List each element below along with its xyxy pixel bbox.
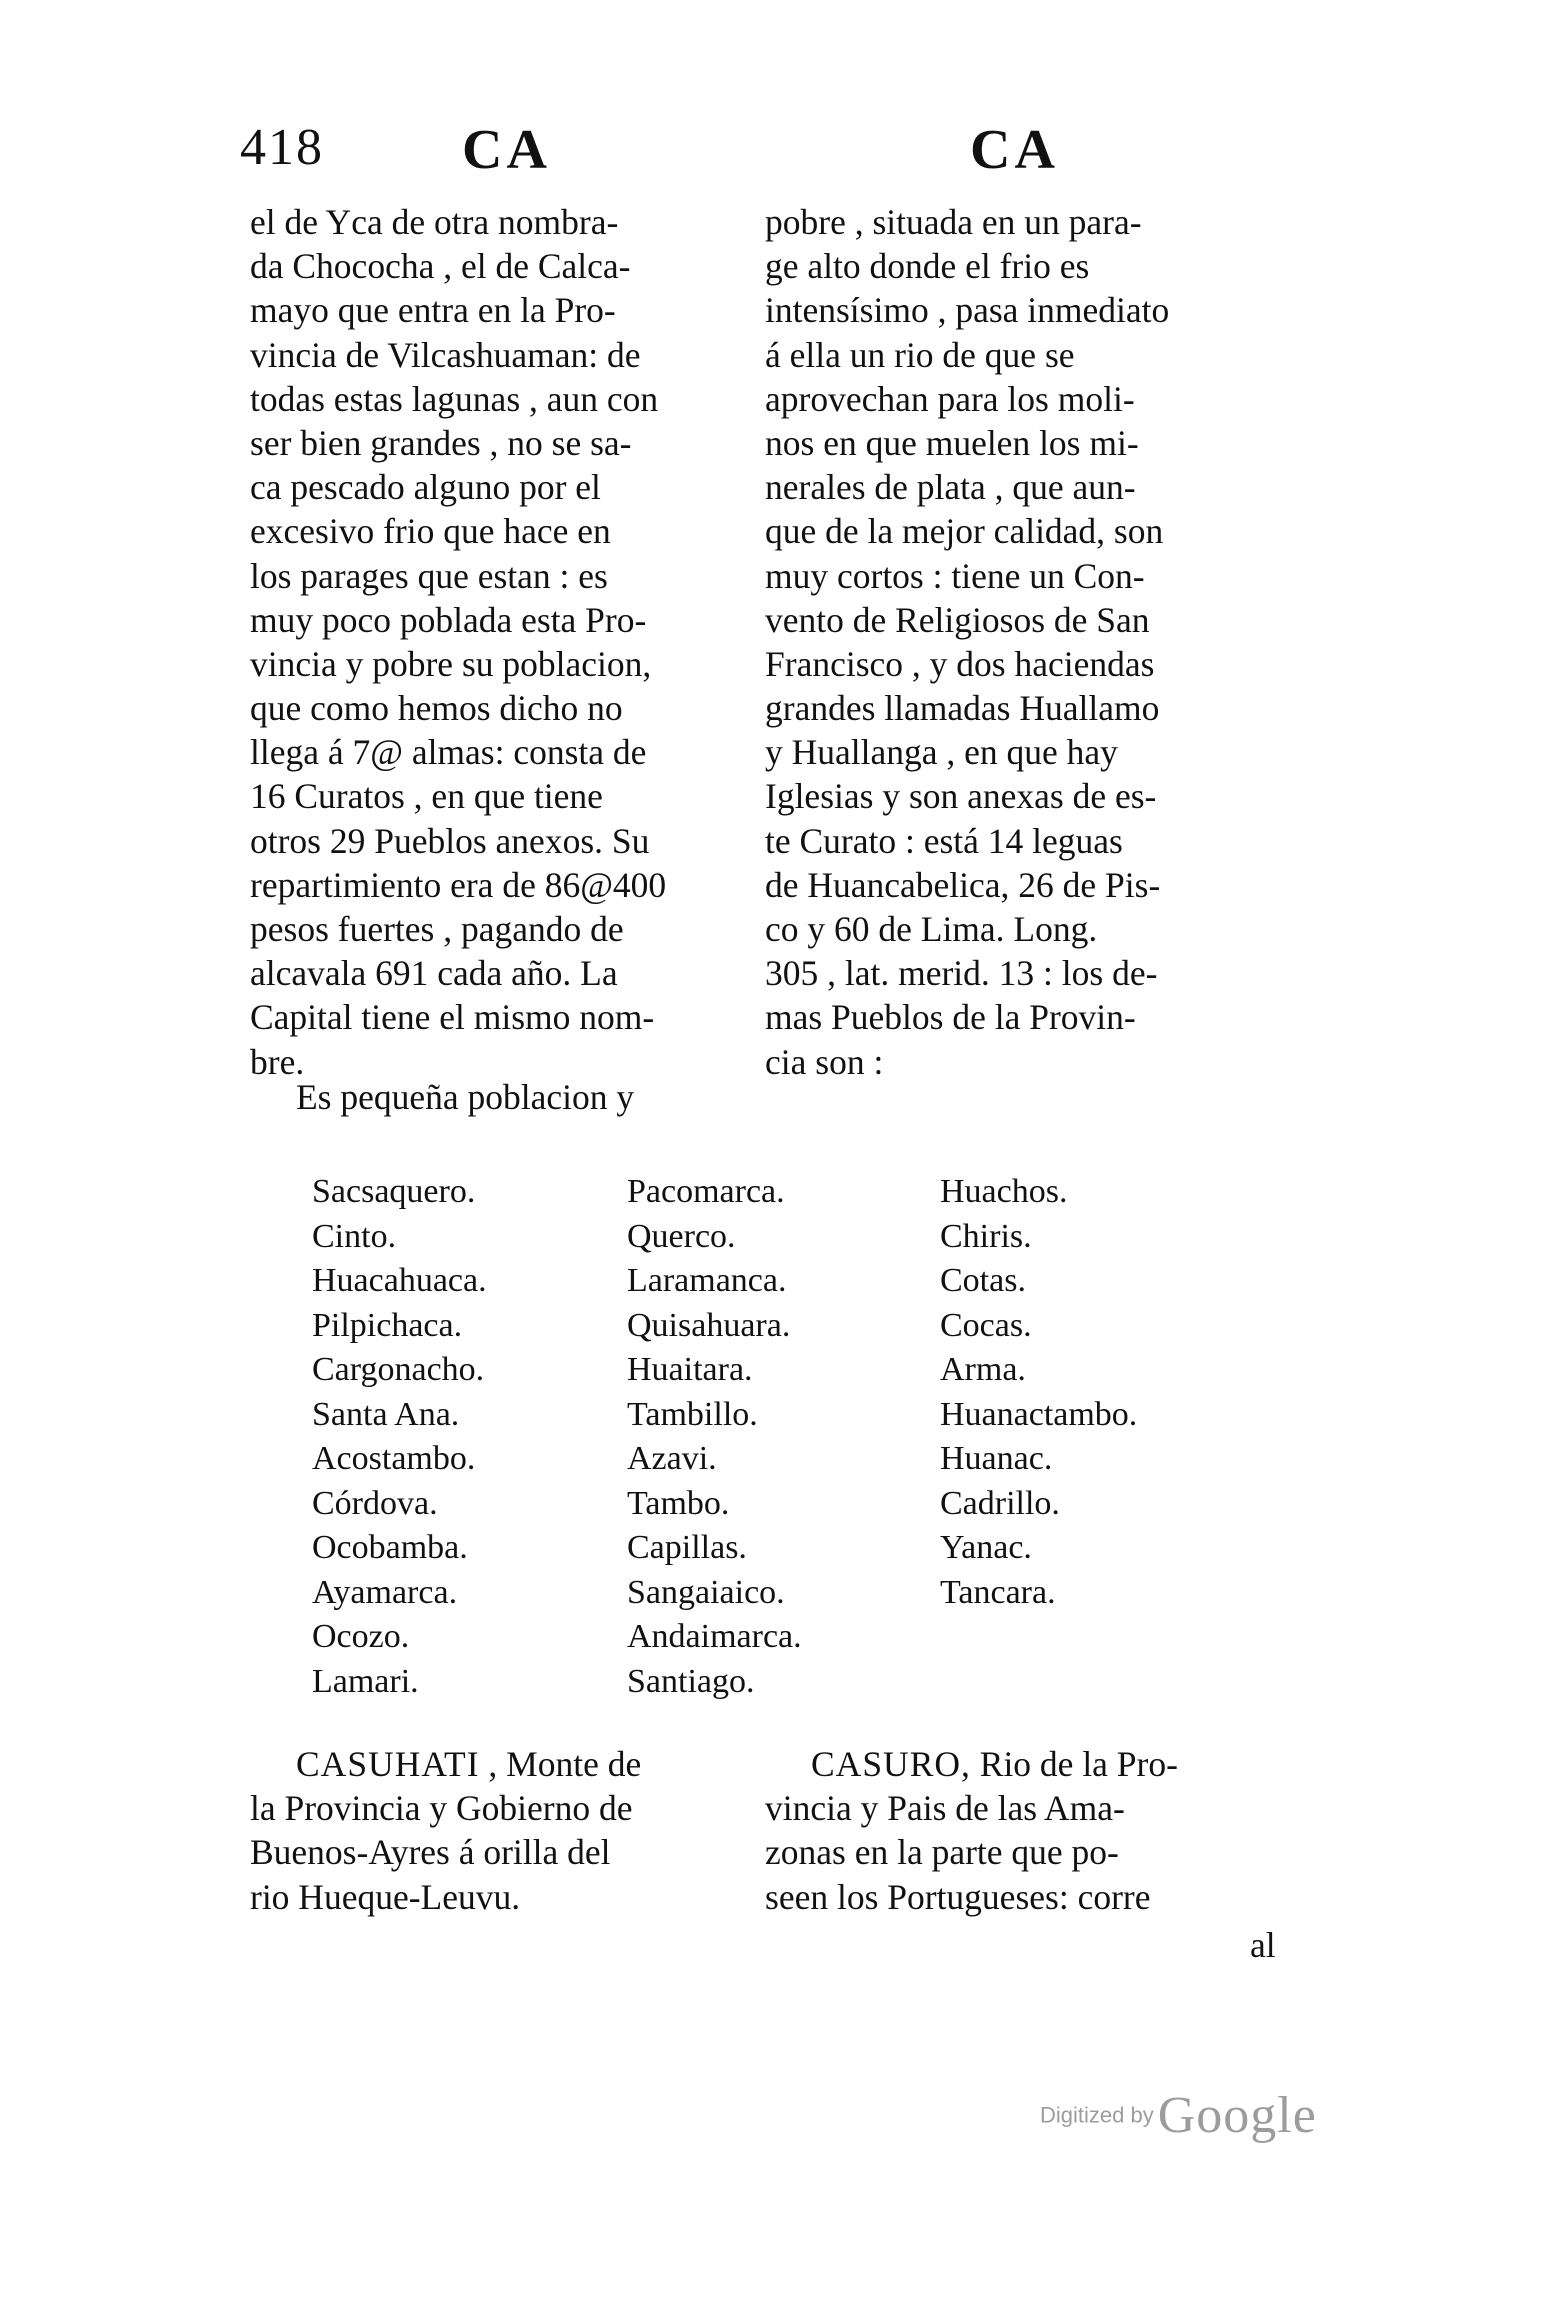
text-line: ge alto donde el frio es <box>765 246 1090 287</box>
text-line: repartimiento era de 86@400 <box>250 864 667 905</box>
text-line: alcavala 691 cada año. La <box>250 953 618 994</box>
town-name: Arma. <box>940 1351 1026 1388</box>
town-name: Huachos. <box>940 1173 1068 1210</box>
text-line: da Chococha , el de Calca- <box>250 246 631 287</box>
text-line: 16 Curatos , en que tiene <box>250 776 603 817</box>
entry-casuro <box>765 1742 1285 1919</box>
town-name: Tambillo. <box>627 1395 758 1433</box>
entry-headword: CASURO, <box>811 1744 971 1784</box>
text-line: ser bien grandes , no se sa- <box>250 422 632 463</box>
text-line: zonas en la parte que po- <box>765 1832 1119 1873</box>
catchword: al <box>1250 1925 1276 1965</box>
text-line: llega á 7@ almas: consta de <box>250 732 647 773</box>
text-line: que de la mejor calidad, son <box>765 511 1164 552</box>
town-name: Cadrillo. <box>940 1484 1060 1522</box>
town-name: Cotas. <box>940 1262 1026 1299</box>
towns-column-2 <box>627 1170 802 1704</box>
page-number: 418 <box>240 119 324 176</box>
town-name: Santiago. <box>627 1662 755 1700</box>
text-line: y Huallanga , en que hay <box>765 732 1118 773</box>
text-line: rio Hueque-Leuvu. <box>250 1876 521 1917</box>
text-line: otros 29 Pueblos anexos. Su <box>250 820 650 861</box>
town-name: Acostambo. <box>312 1440 476 1477</box>
entry-text: Rio de la Pro- <box>979 1744 1178 1784</box>
town-name: Quisahuara. <box>627 1306 791 1344</box>
town-name: Sacsaquero. <box>312 1173 476 1210</box>
google-logo: Google <box>1157 2087 1317 2144</box>
town-name: Tancara. <box>940 1573 1056 1611</box>
town-name: Cocas. <box>940 1306 1032 1344</box>
entry-first-line <box>250 1742 750 1786</box>
text-line: la Provincia y Gobierno de <box>250 1788 633 1829</box>
paragraph-start: Es pequeña poblacion y <box>296 1077 635 1117</box>
town-name: Santa Ana. <box>312 1395 460 1433</box>
text-line: mas Pueblos de la Provin- <box>765 997 1136 1038</box>
town-name: Ocobamba. <box>312 1529 468 1566</box>
text-line: vento de Religiosos de San <box>765 599 1150 640</box>
text-line: aprovechan para los moli- <box>765 378 1135 419</box>
text-line: vincia y Pais de las Ama- <box>765 1788 1125 1829</box>
town-name: Tambo. <box>627 1484 730 1522</box>
text-column-left <box>250 200 750 1084</box>
text-line: Capital tiene el mismo nom- <box>250 997 655 1038</box>
text-line: te Curato : está 14 leguas <box>765 820 1123 861</box>
town-name: Huanactambo. <box>940 1395 1138 1433</box>
text-column-right <box>765 200 1285 1084</box>
text-line: grandes llamadas Huallamo <box>765 688 1160 729</box>
town-name: Andaimarca. <box>627 1618 802 1655</box>
town-name: Ayamarca. <box>312 1573 458 1611</box>
text-line: co y 60 de Lima. Long. <box>765 909 1098 949</box>
town-name: Capillas. <box>627 1529 747 1566</box>
text-line: intensísimo , pasa inmediato <box>765 290 1170 331</box>
town-name: Cargonacho. <box>312 1351 485 1388</box>
town-name: Pilpichaca. <box>312 1306 463 1344</box>
text-line: bre. <box>250 1041 305 1082</box>
town-name: Azavi. <box>627 1440 717 1477</box>
town-name: Lamari. <box>312 1662 419 1700</box>
town-name: Yanac. <box>940 1529 1032 1566</box>
text-line: nos en que muelen los mi- <box>765 422 1139 463</box>
entry-text: , Monte de <box>488 1744 642 1784</box>
town-name: Córdova. <box>312 1484 438 1522</box>
town-name: Querco. <box>627 1217 736 1255</box>
entry-first-line <box>765 1742 1285 1786</box>
text-line: que como hemos dicho no <box>250 688 623 729</box>
town-name: Huanac. <box>940 1440 1053 1477</box>
running-head-left: CA <box>462 119 551 181</box>
town-name: Ocozo. <box>312 1618 410 1655</box>
text-line: mayo que entra en la Pro- <box>250 290 616 331</box>
town-name: Sangaiaico. <box>627 1573 785 1611</box>
text-line: vincia y pobre su poblacion, <box>250 643 652 684</box>
text-line: nerales de plata , que aun- <box>765 467 1136 508</box>
text-line: cia son : <box>765 1041 884 1082</box>
town-name: Chiris. <box>940 1217 1032 1255</box>
text-line: á ella un rio de que se <box>765 334 1075 375</box>
town-name: Huaitara. <box>627 1351 753 1388</box>
running-head-right: CA <box>970 119 1059 181</box>
text-line: muy cortos : tiene un Con- <box>765 555 1145 596</box>
page-header <box>240 118 1300 198</box>
text-line: 305 , lat. merid. 13 : los de- <box>765 953 1158 994</box>
text-line: excesivo frio que hace en <box>250 511 611 552</box>
towns-list <box>0 1170 1551 1700</box>
entry-casuhati <box>250 1742 750 1919</box>
text-line: de Huancabelica, 26 de Pis- <box>765 864 1161 905</box>
text-line: pobre , situada en un para- <box>765 202 1142 242</box>
text-line: Francisco , y dos haciendas <box>765 643 1155 684</box>
entry-headword: CASUHATI <box>296 1744 480 1784</box>
town-name: Huacahuaca. <box>312 1262 487 1299</box>
text-line: el de Yca de otra nombra- <box>250 202 619 242</box>
text-line: seen los Portugueses: corre <box>765 1876 1151 1917</box>
text-line: muy poco poblada esta Pro- <box>250 599 647 640</box>
text-line: todas estas lagunas , aun con <box>250 378 659 419</box>
digitized-by-text: Digitized by <box>1040 2102 1154 2128</box>
text-line: vincia de Vilcashuaman: de <box>250 334 641 375</box>
digitized-by-watermark <box>1040 2086 1317 2145</box>
text-line: pesos fuertes , pagando de <box>250 909 624 949</box>
towns-column-1 <box>312 1170 487 1704</box>
text-line: Iglesias y son anexas de es- <box>765 776 1157 817</box>
town-name: Pacomarca. <box>627 1173 785 1210</box>
towns-column-3 <box>940 1170 1137 1615</box>
text-line: Buenos-Ayres á orilla del <box>250 1832 611 1873</box>
town-name: Cinto. <box>312 1217 397 1255</box>
text-line: los parages que estan : es <box>250 555 608 596</box>
text-line: ca pescado alguno por el <box>250 467 601 508</box>
town-name: Laramanca. <box>627 1262 787 1299</box>
